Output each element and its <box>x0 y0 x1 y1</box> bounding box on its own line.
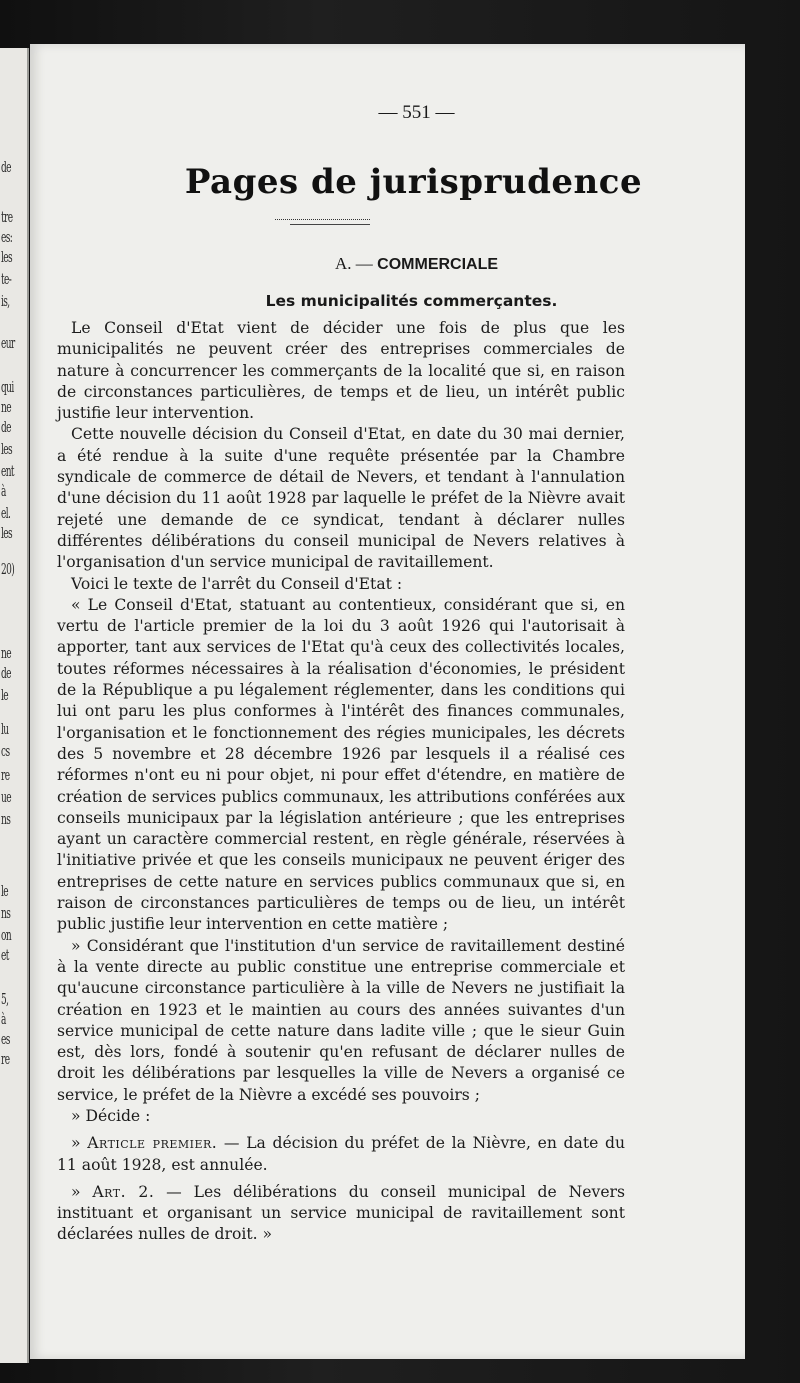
paragraph: » Décide : <box>71 1106 151 1125</box>
margin-fragment: ue <box>1 788 11 806</box>
margin-fragment: re <box>1 1050 10 1068</box>
paragraph: Voici le texte de l'arrêt du Conseil d'Etat : <box>71 574 403 593</box>
page-number: — 551 — <box>378 102 455 123</box>
section-label: COMMERCIALE <box>377 256 499 273</box>
margin-fragment: es <box>1 1030 10 1048</box>
title-rule-dotted <box>275 219 370 220</box>
margin-fragment: de <box>1 664 11 682</box>
margin-fragment: tre <box>1 208 13 226</box>
section-letter: A. — <box>334 254 373 273</box>
paragraph: Cette nouvelle décision du Conseil d'Etat, en date du 30 mai dernier, a été rendue à la suite d'une requête présentée par la Chambre syndicale de commerce de détail de Nevers, et tendant à l'annulation d'une décision du 11 août 1928 par laquelle le préfet de la Nièvre avait rejeté une demande de ce syndicat, tendant à déclarer nulles différentes délibérations du conseil municipal de Nevers relatives à l'organisation d'un service municipal de ravitaillement. <box>57 425 625 572</box>
margin-fragment: les <box>1 248 13 266</box>
margin-fragment: re <box>1 766 10 784</box>
margin-fragment: eur <box>1 334 15 352</box>
article-two-text: — Les délibérations du conseil municipal de Nevers instituant et organisant un service municipal de ravitaillement sont déclarées nulles de droit. » <box>57 1182 625 1244</box>
margin-fragment: de <box>1 418 11 436</box>
margin-fragment: ns <box>1 810 11 828</box>
margin-fragment: is, <box>1 292 10 310</box>
margin-fragment: et <box>1 946 9 964</box>
page-title: Pages de jurisprudence <box>184 162 643 202</box>
margin-fragment: ent <box>1 462 14 480</box>
article-body <box>57 318 625 1246</box>
margin-fragment: à <box>1 482 6 500</box>
section-heading <box>30 254 745 274</box>
article-subheading: Les municipalités commerçantes. <box>265 292 558 310</box>
margin-fragment: te- <box>1 270 12 288</box>
margin-fragment: qui <box>1 378 14 396</box>
margin-fragment: el. <box>1 504 11 522</box>
document-page <box>30 44 745 1359</box>
margin-fragment: de <box>1 158 11 176</box>
margin-fragment: 20) <box>1 560 15 578</box>
margin-fragment: le <box>1 686 9 704</box>
article-one-paragraph <box>57 1133 625 1176</box>
margin-fragment: le <box>1 882 9 900</box>
margin-fragment: les <box>1 524 13 542</box>
article-two-label: Art. 2. <box>92 1182 155 1201</box>
article-two-paragraph <box>57 1182 625 1246</box>
margin-fragment: 5, <box>1 990 9 1008</box>
title-rule <box>290 224 370 225</box>
margin-fragment: les <box>1 440 13 458</box>
margin-fragment: cs <box>1 742 10 760</box>
margin-fragment: à <box>1 1010 6 1028</box>
margin-fragment: ne <box>1 644 11 662</box>
quote-mark: » <box>71 1182 93 1201</box>
paragraph: « Le Conseil d'Etat, statuant au contentieux, considérant que si, en vertu de l'article premier de la loi du 3 août 1926 qui l'autorisait à apporter, tant aux services de l'Etat qu'à ceux des collectivités locales, toutes réformes nécessaires à la réalisation d'économies, le président de la République a pu légalement réglementer, dans les conditions qui lui ont paru les plus conformes à l'intérêt des finances communales, l'organisation et le fonctionnement des régies municipales, les décrets des 5 novembre et 28 décembre 1926 par lesquels il a réalisé ces réformes n'ont eu ni pour objet, ni pour effet d'étendre, en matière de création de services publics communaux, les attributions conférées aux conseils municipaux par la législation antérieure ; que les entreprises ayant un caractère commercial restent, en règle générale, réservées à l'initiative privée et que les conseils municipaux ne peuvent ériger des entreprises de cette nature en services publics communaux que si, en raison de circonstances particulières de temps ou de lieu, un intérêt public justifie leur intervention en cette matière ; <box>57 595 625 934</box>
paragraph: Le Conseil d'Etat vient de décider une fois de plus que les municipalités ne peuvent créer des entreprises commerciales de nature à concurrencer les commerçants de la localité que si, en raison de circonstances particulières, de temps et de lieu, un intérêt public justifie leur intervention. <box>57 319 625 423</box>
margin-fragment: es: <box>1 228 13 246</box>
facing-page-edge <box>0 48 29 1363</box>
quote-mark: » <box>71 1134 88 1153</box>
margin-fragment: ns <box>1 904 11 922</box>
margin-fragment: lu <box>1 720 9 738</box>
article-one-label: Article premier. <box>87 1134 218 1153</box>
article-one-text: — La décision du préfet de la Nièvre, en date du 11 août 1928, est annulée. <box>57 1134 626 1174</box>
paragraph: » Considérant que l'institution d'un service de ravitaillement destiné à la vente directe au public constitue une entreprise commerciale et qu'aucune circonstance particulière à la ville de Nevers ne justifiait la création en 1923 et le maintien au cours des années suivantes d'un service municipal de cette nature dans ladite ville ; que le sieur Guin est, dès lors, fondé à soutenir qu'en refusant de déclarer nulles de droit les délibérations par lesquelles la ville de Nevers a organisé ce service, le préfet de la Nièvre a excédé ses pouvoirs ; <box>57 936 625 1104</box>
margin-fragment: ne <box>1 398 11 416</box>
margin-fragment: on <box>1 926 12 944</box>
